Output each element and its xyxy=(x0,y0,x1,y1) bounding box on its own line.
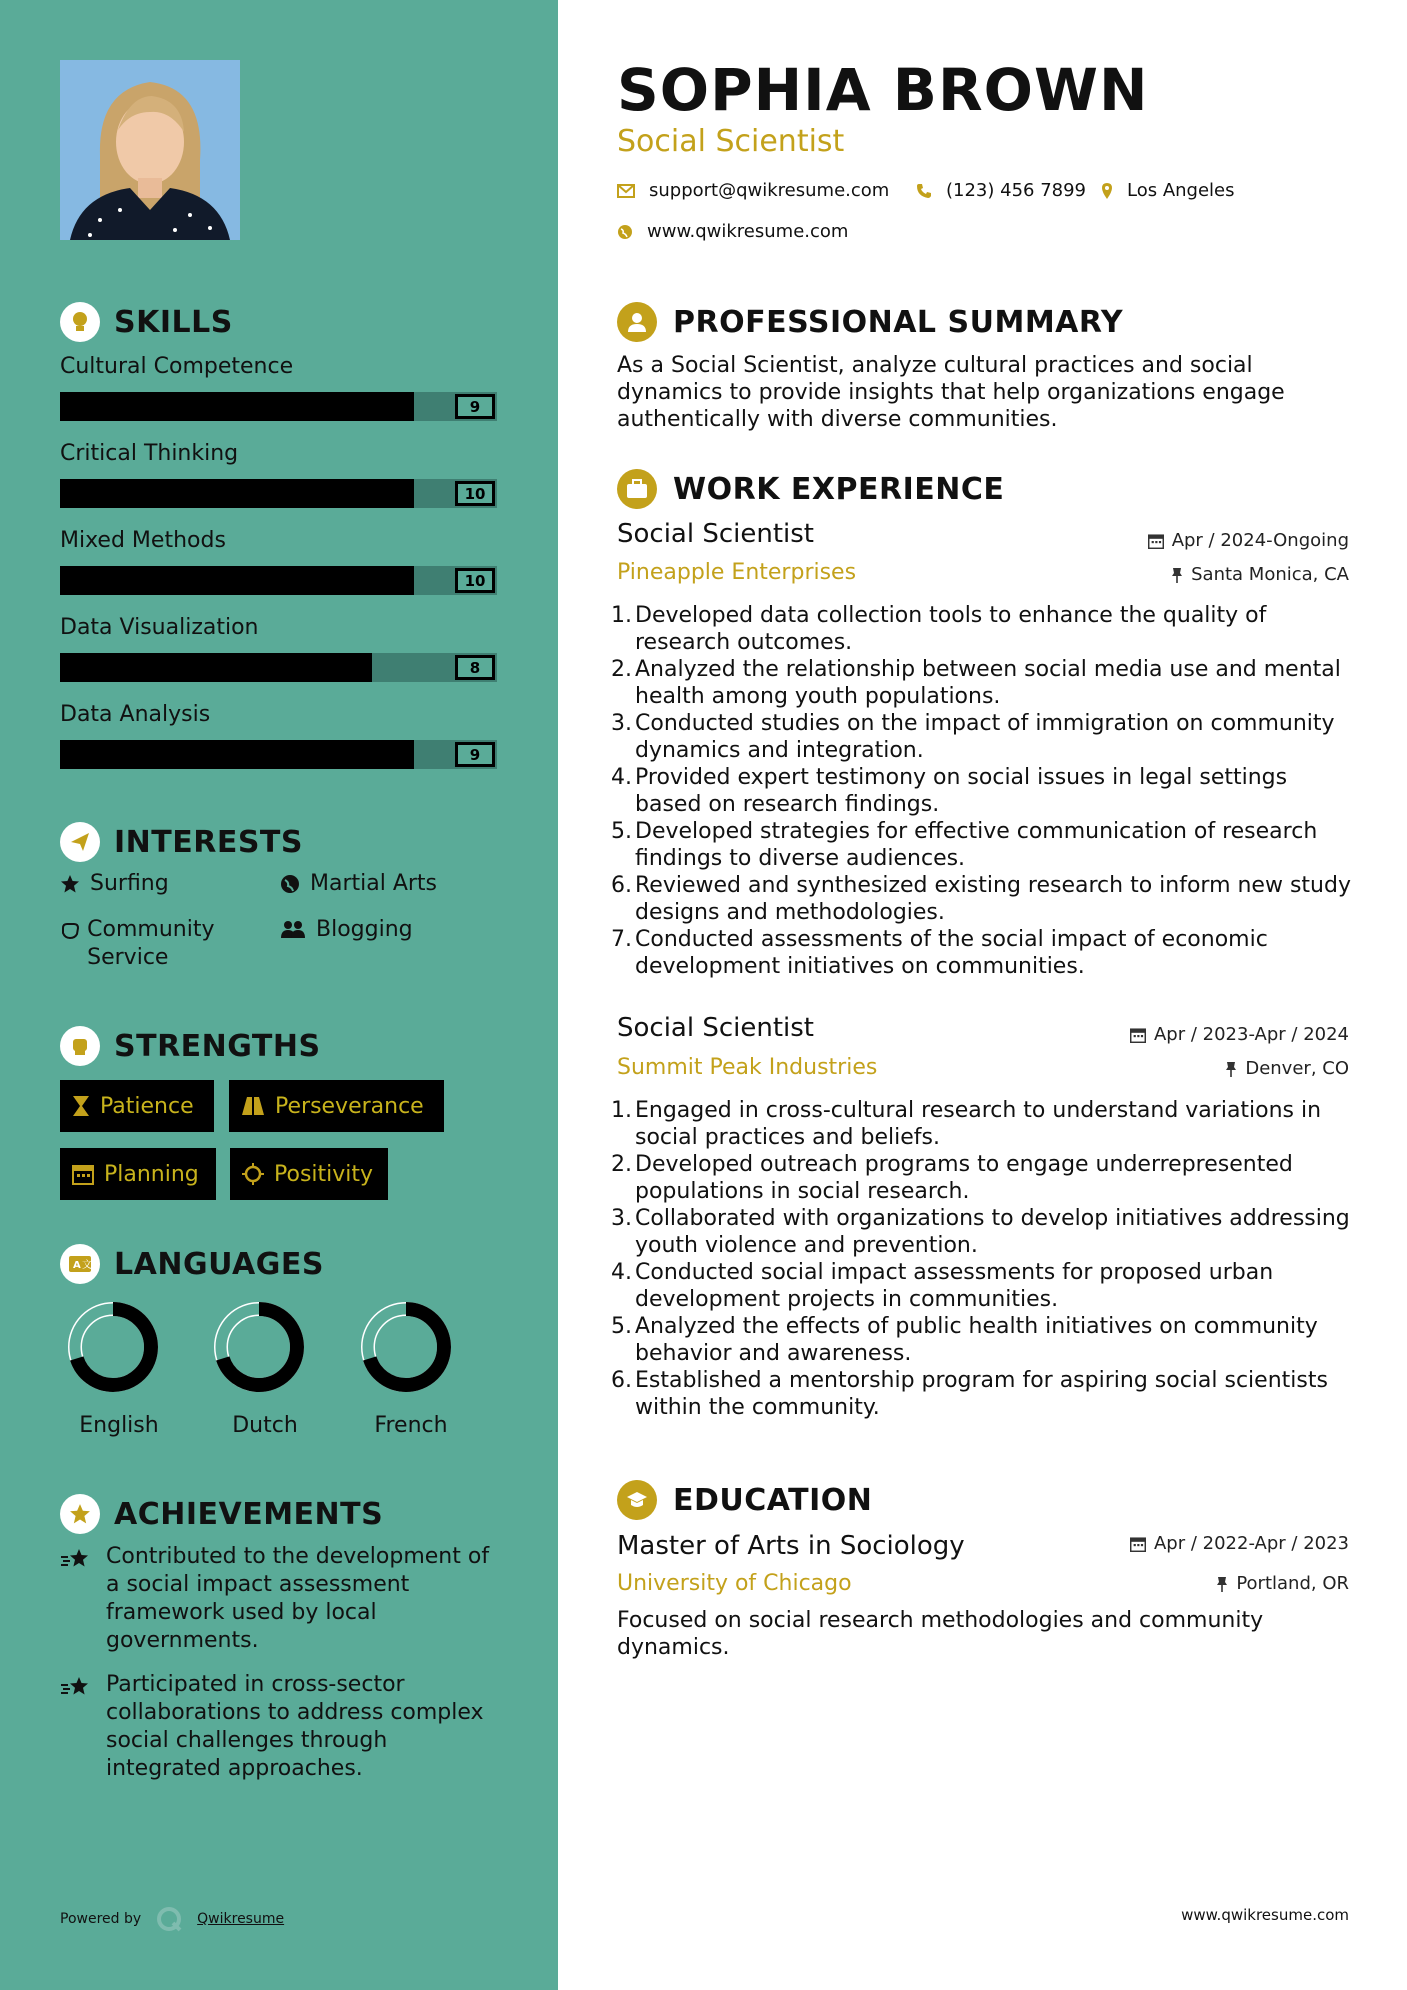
strength-chip: Perseverance xyxy=(229,1080,444,1132)
job-dates: Apr / 2024-Ongoing xyxy=(1148,530,1349,551)
bullet-item: 6. Reviewed and synthesized existing research to inform new study designs and methodologies. xyxy=(611,873,1351,925)
bullet-item: 6. Established a mentorship program for aspiring social scientists within the community. xyxy=(611,1368,1328,1420)
footer-url[interactable]: www.qwikresume.com xyxy=(1181,1906,1349,1924)
skill-name: Mixed Methods xyxy=(60,528,226,553)
skill-bar-fill xyxy=(60,740,414,769)
achievement-item: Participated in cross-sector collaborations to address complex social challenges through integrated approaches. xyxy=(60,1671,500,1783)
education-location: Portland, OR xyxy=(1216,1573,1349,1594)
calendar-icon xyxy=(1148,533,1164,549)
bullet-item: 2. Analyzed the relationship between social media use and mental health among youth populations. xyxy=(611,657,1341,709)
map-pin-icon xyxy=(1101,182,1113,200)
graduation-icon xyxy=(617,1480,657,1520)
education-description: Focused on social research methodologies and community dynamics. xyxy=(617,1608,1264,1660)
job-dates: Apr / 2023-Apr / 2024 xyxy=(1130,1024,1349,1045)
envelope-icon xyxy=(617,184,635,198)
school-name: University of Chicago xyxy=(617,1571,852,1596)
job-title: Social Scientist xyxy=(617,1013,815,1043)
skill-level: 9 xyxy=(455,742,495,767)
bullet-item: 1. Developed data collection tools to enhance the quality of research outcomes. xyxy=(611,603,1267,655)
strength-chip: Planning xyxy=(60,1148,216,1200)
skill-bar xyxy=(60,479,497,508)
interest-item: Community Service xyxy=(60,916,270,972)
job-location: Santa Monica, CA xyxy=(1171,564,1349,585)
education-dates: Apr / 2022-Apr / 2023 xyxy=(1130,1533,1349,1554)
skill-level: 8 xyxy=(455,655,495,680)
users-icon xyxy=(280,920,316,940)
language-label: French xyxy=(374,1413,448,1438)
skill-bar-fill xyxy=(60,392,414,421)
briefcase-icon xyxy=(617,469,657,509)
strength-chip: Patience xyxy=(60,1080,214,1132)
pushpin-icon xyxy=(1171,567,1183,583)
bullet-item: 3. Collaborated with organizations to develop initiatives addressing youth violence and prevention. xyxy=(611,1206,1350,1258)
interest-item: Blogging xyxy=(280,916,413,944)
company-name: Pineapple Enterprises xyxy=(617,560,857,585)
interest-item: Surfing xyxy=(60,870,169,898)
language-icon xyxy=(60,1244,100,1284)
star-badge-icon xyxy=(60,1494,100,1534)
star-icon xyxy=(60,874,90,894)
road-icon xyxy=(241,1096,265,1116)
email-contact: support@qwikresume.com xyxy=(617,180,889,201)
calendar-icon xyxy=(72,1163,94,1185)
profile-photo xyxy=(60,60,240,240)
skill-bar-fill xyxy=(60,566,414,595)
bullet-item: 4. Conducted social impact assessments for proposed urban development projects in communities. xyxy=(611,1260,1274,1312)
skill-level: 10 xyxy=(455,568,495,593)
bullet-item: 2. Developed outreach programs to engage underrepresented populations in social research. xyxy=(611,1152,1293,1204)
paper-plane-icon xyxy=(60,822,100,862)
globe-icon xyxy=(280,874,310,894)
job-title: Social Scientist xyxy=(617,519,815,549)
shooting-star-icon xyxy=(60,1675,106,1783)
bullet-item: 5. Analyzed the effects of public health initiatives on community behavior and awareness. xyxy=(611,1314,1318,1366)
skill-bar xyxy=(60,566,497,595)
skill-name: Data Visualization xyxy=(60,615,259,640)
sidebar xyxy=(0,0,558,1990)
bullet-item: 7. Conducted assessments of the social impact of economic development initiatives on communities. xyxy=(611,927,1268,979)
skills-heading: SKILLS xyxy=(60,302,233,342)
skill-bar-fill xyxy=(60,653,372,682)
shooting-star-icon xyxy=(60,1547,106,1655)
experience-heading: WORK EXPERIENCE xyxy=(617,469,1004,509)
summary-text: As a Social Scientist, analyze cultural practices and social dynamics to provide insights that help organizations engage authentically with diverse communities. xyxy=(617,353,1285,432)
language-ring xyxy=(212,1300,306,1394)
sun-icon xyxy=(242,1163,264,1185)
svg-text:A: A xyxy=(73,1260,81,1271)
skill-name: Cultural Competence xyxy=(60,354,294,379)
strength-chip: Positivity xyxy=(230,1148,388,1200)
skill-name: Data Analysis xyxy=(60,702,211,727)
candidate-name: SOPHIA BROWN xyxy=(617,56,1149,124)
website-contact: www.qwikresume.com xyxy=(617,221,848,242)
location-contact: Los Angeles xyxy=(1101,180,1235,201)
hourglass-icon xyxy=(72,1095,90,1117)
job-location: Denver, CO xyxy=(1225,1058,1349,1079)
user-icon xyxy=(617,302,657,342)
skill-level: 9 xyxy=(455,394,495,419)
interests-heading: INTERESTS xyxy=(60,822,303,862)
fist-icon xyxy=(60,1026,100,1066)
skill-bar-fill xyxy=(60,479,414,508)
languages-heading: A 文 LANGUAGES xyxy=(60,1244,324,1284)
candidate-role: Social Scientist xyxy=(617,124,845,159)
svg-text:文: 文 xyxy=(82,1260,92,1271)
lightbulb-icon xyxy=(60,302,100,342)
pushpin-icon xyxy=(1216,1576,1228,1592)
skill-name: Critical Thinking xyxy=(60,441,239,466)
interest-item: Martial Arts xyxy=(280,870,437,898)
achievements-heading: ACHIEVEMENTS xyxy=(60,1494,383,1534)
bullet-item: 3. Conducted studies on the impact of immigration on community dynamics and integration. xyxy=(611,711,1335,763)
globe-icon xyxy=(617,224,633,240)
language-label: Dutch xyxy=(232,1413,298,1438)
job-bullets xyxy=(611,1097,1351,1421)
phone-icon xyxy=(916,183,932,199)
phone-contact: (123) 456 7899 xyxy=(916,180,1086,201)
skill-bar xyxy=(60,392,497,421)
skill-level: 10 xyxy=(455,481,495,506)
job-bullets xyxy=(611,602,1351,980)
company-name: Summit Peak Industries xyxy=(617,1055,878,1080)
language-ring xyxy=(66,1300,160,1394)
achievement-item: Contributed to the development of a social impact assessment framework used by local governments. xyxy=(60,1543,500,1655)
bullet-item: 1. Engaged in cross-cultural research to understand variations in social practices and beliefs. xyxy=(611,1098,1322,1150)
skill-bar xyxy=(60,653,497,682)
calendar-icon xyxy=(1130,1027,1146,1043)
skill-bar xyxy=(60,740,497,769)
language-label: English xyxy=(79,1413,159,1438)
qwikresume-logo-icon xyxy=(155,1905,183,1933)
calendar-icon xyxy=(1130,1536,1146,1552)
pushpin-icon xyxy=(1225,1061,1237,1077)
bullet-item: 5. Developed strategies for effective communication of research findings to diverse audiences. xyxy=(611,819,1318,871)
bullet-item: 4. Provided expert testimony on social issues in legal settings based on research findings. xyxy=(611,765,1288,817)
qwikresume-link[interactable]: Qwikresume xyxy=(197,1911,285,1927)
powered-by: Powered by Qwikresume xyxy=(60,1905,284,1933)
hand-icon xyxy=(60,920,87,940)
summary-heading: PROFESSIONAL SUMMARY xyxy=(617,302,1123,342)
degree-title: Master of Arts in Sociology xyxy=(617,1531,965,1561)
strengths-heading: STRENGTHS xyxy=(60,1026,321,1066)
education-heading: EDUCATION xyxy=(617,1480,872,1520)
language-ring xyxy=(359,1300,453,1394)
